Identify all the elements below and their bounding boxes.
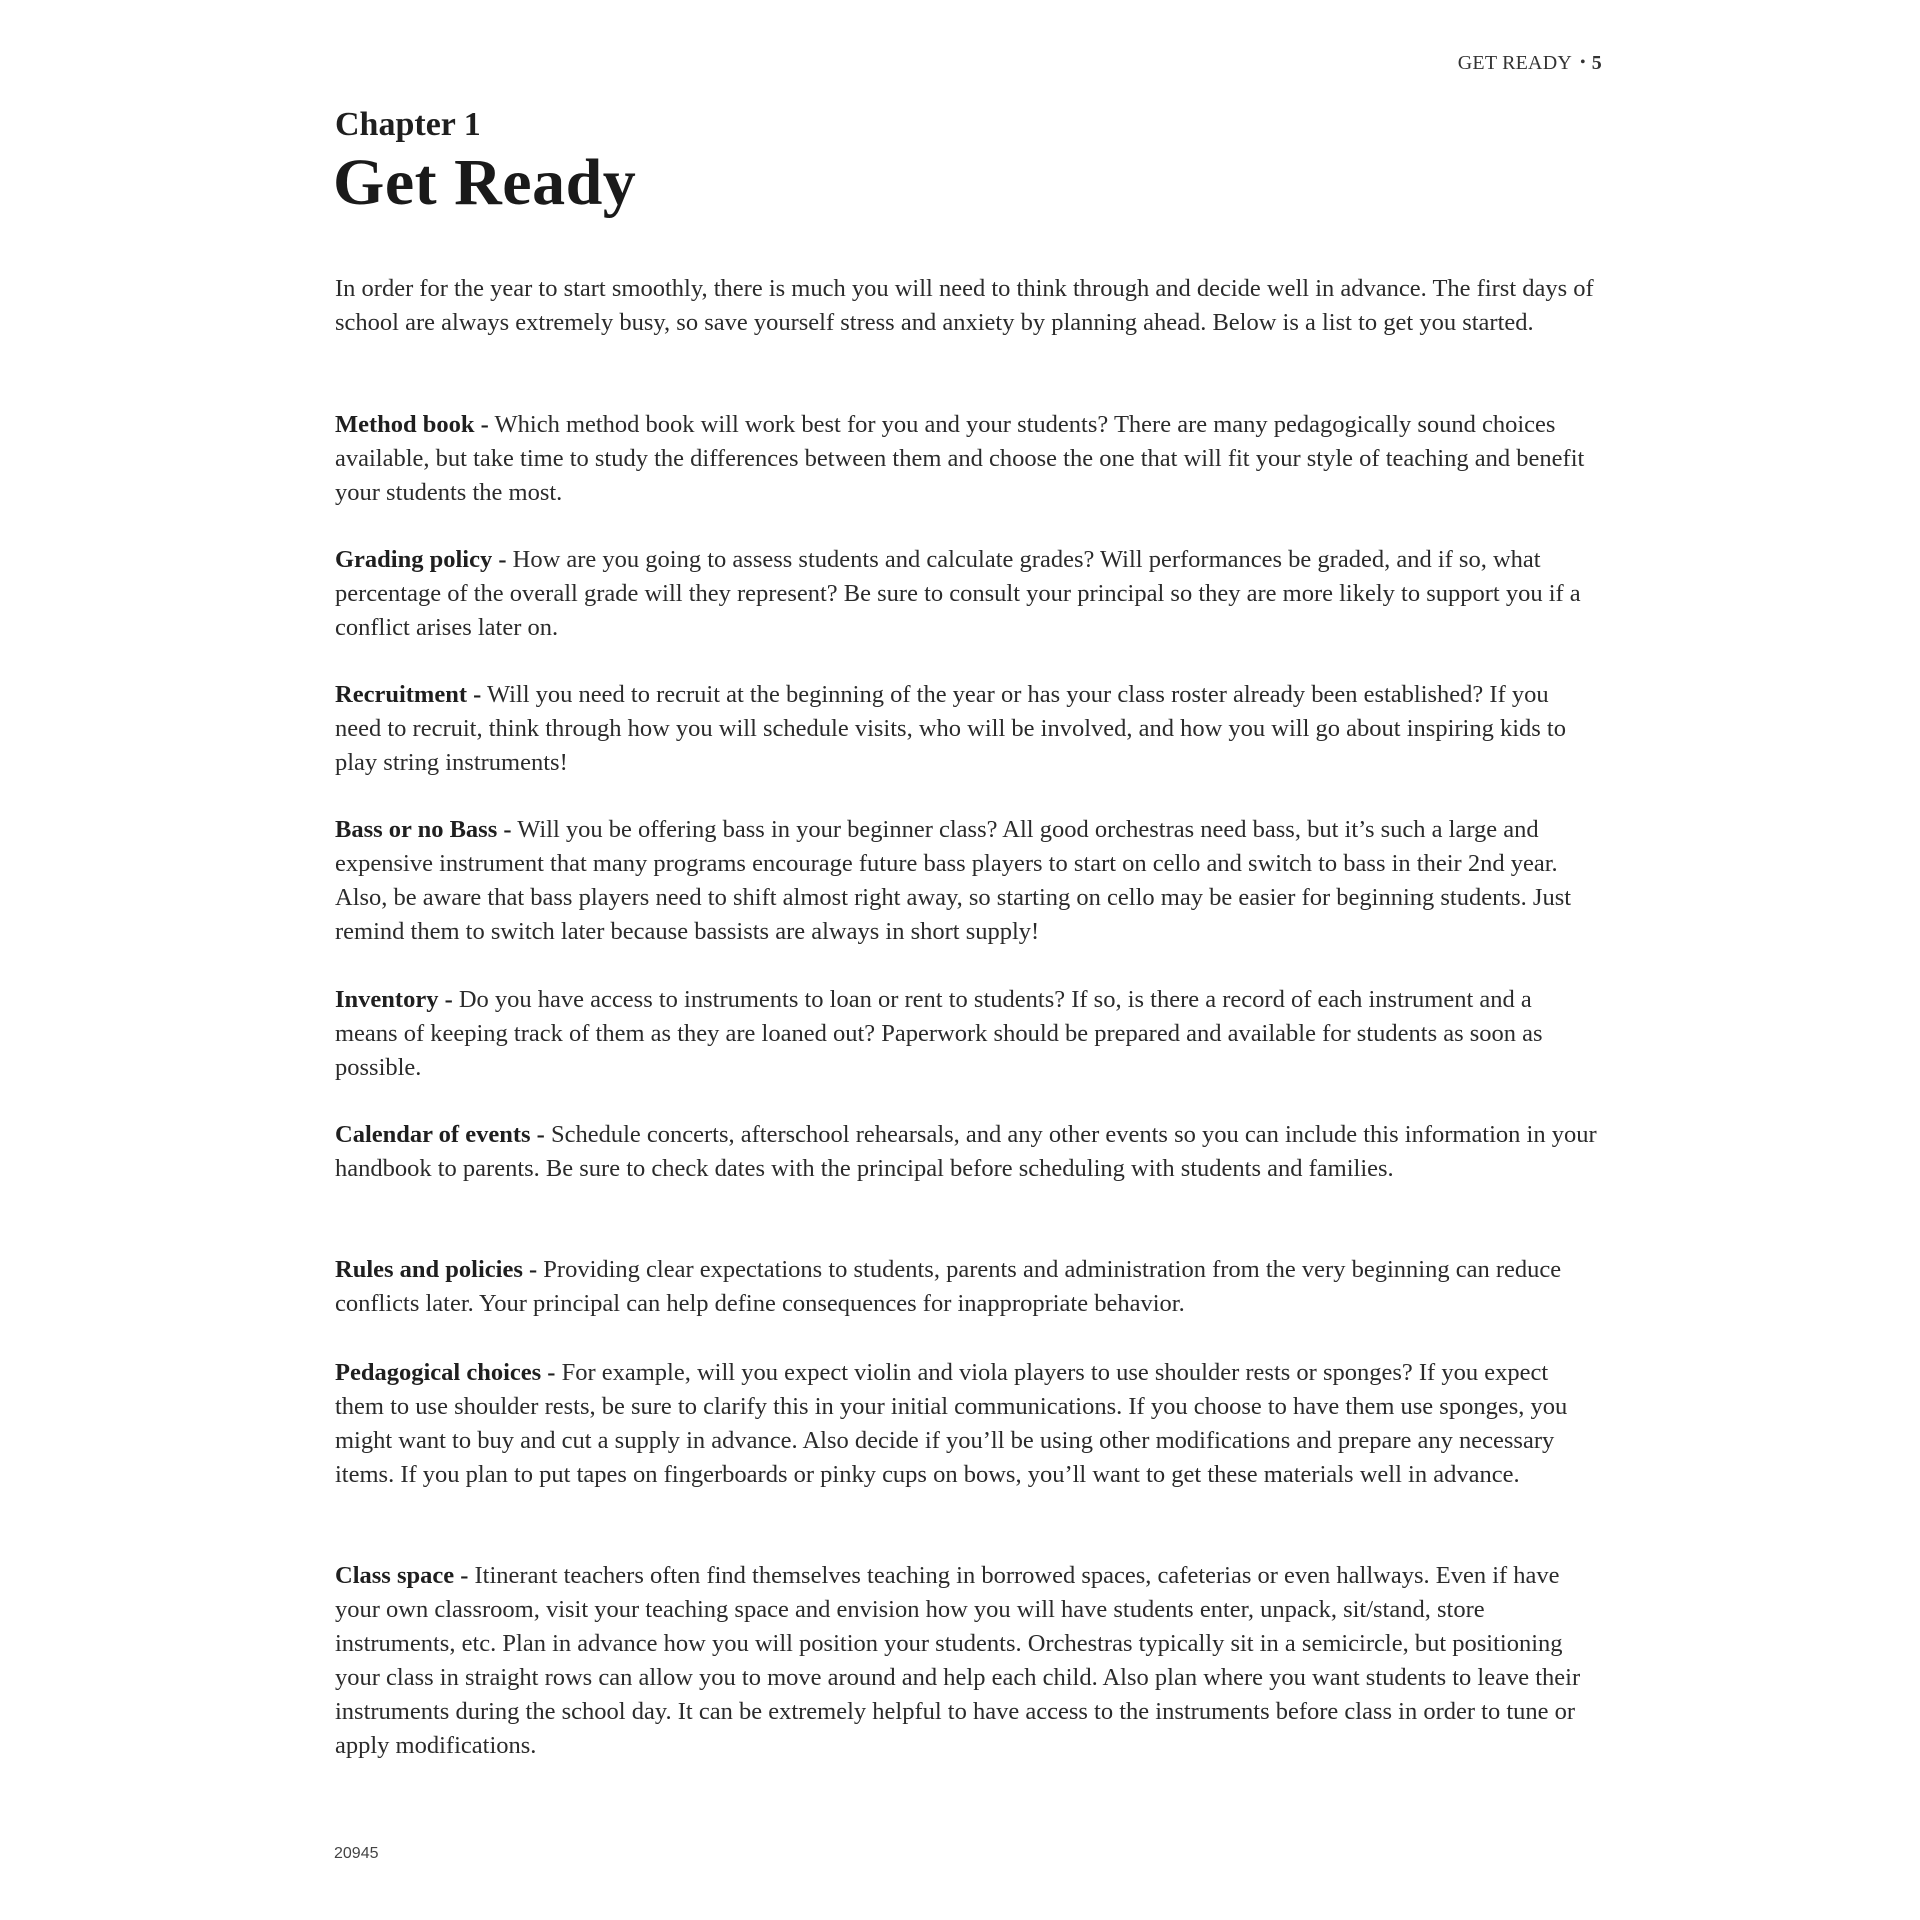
section-term: Recruitment -	[335, 681, 482, 708]
section-calendar-of-events	[335, 1118, 1600, 1186]
section-text: Itinerant teachers often find themselves teaching in borrowed spaces, cafeterias or even hallways. Even if have your own classroom, visit your teaching space and envision how you will have students enter, unpack, sit/stand, store instruments, etc. Plan in advance how you will position your students. Orchestras typically sit in a semicircle, but positioning your class in straight rows can allow you to move around and help each child. Also plan where you want students to leave their instruments during the school day. It can be extremely helpful to have access to the instruments before class in order to tune or apply modifications.	[335, 1562, 1581, 1759]
section-term: Grading policy -	[335, 546, 507, 573]
section-text: Which method book will work best for you and your students? There are many pedagogically sound choices available, but take time to study the differences between them and choose the one that will fit your style of teaching and benefit your students the most.	[335, 411, 1585, 506]
section-term: Inventory -	[335, 986, 453, 1013]
section-text: How are you going to assess students and calculate grades? Will performances be graded, and if so, what percentage of the overall grade will they represent? Be sure to consult your principal so they are more likely to support you if a conflict arises later on.	[335, 546, 1581, 641]
section-text: Will you need to recruit at the beginning of the year or has your class roster already been established? If you need to recruit, think through how you will schedule visits, who will be involved, and how you will go about inspiring kids to play string instruments!	[335, 681, 1566, 776]
bullet-separator: •	[1579, 54, 1586, 71]
section-bass-or-no-bass	[335, 813, 1600, 949]
section-term: Rules and policies -	[335, 1256, 538, 1283]
running-header	[1458, 52, 1602, 75]
section-term: Class space -	[335, 1562, 469, 1589]
footer-catalog-code: 20945	[334, 1845, 379, 1862]
page-number: 5	[1591, 52, 1602, 74]
section-rules-and-policies	[335, 1253, 1600, 1321]
section-term: Bass or no Bass -	[335, 816, 512, 843]
section-text: Do you have access to instruments to loan or rent to students? If so, is there a record of each instrument and a means of keeping track of them as they are loaned out? Paperwork should be prepared and available for students as soon as possible.	[335, 986, 1543, 1081]
intro-paragraph: In order for the year to start smoothly, there is much you will need to think through and decide well in advance. The first days of school are always extremely busy, so save yourself stress and anxiety by planning ahead. Below is a list to get you started.	[335, 275, 1594, 336]
chapter-label: Chapter 1	[335, 106, 481, 143]
section-term: Calendar of events -	[335, 1121, 545, 1148]
section-inventory	[335, 983, 1600, 1085]
section-grading-policy	[335, 543, 1600, 645]
section-term: Pedagogical choices -	[335, 1359, 556, 1386]
chapter-title: Get Ready	[333, 146, 637, 219]
section-method-book	[335, 408, 1600, 510]
section-class-space	[335, 1559, 1600, 1763]
section-text: Schedule concerts, afterschool rehearsals, and any other events so you can include this information in your handbook to parents. Be sure to check dates with the principal before scheduling with students and families.	[335, 1121, 1597, 1182]
section-text: Providing clear expectations to students, parents and administration from the very beginning can reduce conflicts later. Your principal can help define consequences for inappropriate behavior.	[335, 1256, 1562, 1317]
section-term: Method book -	[335, 411, 489, 438]
section-pedagogical-choices	[335, 1356, 1600, 1492]
section-recruitment	[335, 678, 1600, 780]
section-text: Will you be offering bass in your beginner class? All good orchestras need bass, but it’s such a large and expensive instrument that many programs encourage future bass players to start on cello and switch to bass in their 2nd year. Also, be aware that bass players need to shift almost right away, so starting on cello may be easier for beginning students. Just remind them to switch later because bassists are always in short supply!	[335, 816, 1572, 945]
running-title: GET READY	[1457, 52, 1572, 74]
section-text: For example, will you expect violin and viola players to use shoulder rests or sponges? If you expect them to use shoulder rests, be sure to clarify this in your initial communications. If you choose to have them use sponges, you might want to buy and cut a supply in advance. Also decide if you’ll be using other modifications and prepare any necessary items. If you plan to put tapes on fingerboards or pinky cups on bows, you’ll want to get these materials well in advance.	[335, 1359, 1568, 1488]
